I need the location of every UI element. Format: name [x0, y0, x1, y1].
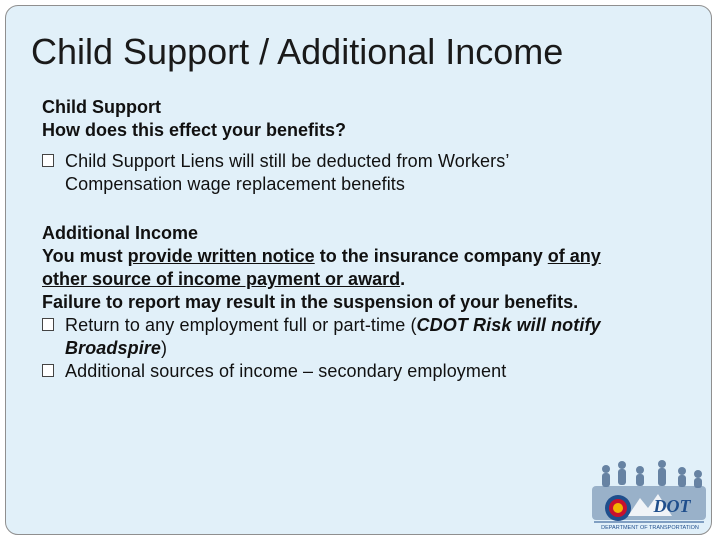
failure-warning: Failure to report may result in the suspension of your benefits.: [42, 292, 579, 312]
child-support-bullet: [42, 150, 702, 196]
notice-underline-2a: of any: [547, 246, 601, 266]
close-paren: ): [161, 338, 168, 358]
broadspire-text: Broadspire: [65, 338, 162, 358]
secondary-income-bullet: [42, 360, 702, 383]
notice-line1: [42, 245, 702, 268]
employment-text: Return to any employment full or part-time (: [65, 315, 417, 335]
notice-text: You must: [42, 246, 128, 266]
meeting-people-icon: [602, 460, 702, 488]
checkbox-bullet-icon: [42, 318, 54, 331]
notice-line2: [42, 268, 702, 291]
additional-income-heading: Additional Income: [42, 223, 199, 243]
slide-title: Child Support / Additional Income: [31, 31, 564, 72]
secondary-income-text: Additional sources of income – secondary employment: [65, 361, 507, 381]
cdot-notify-text: CDOT Risk will notify: [416, 315, 601, 335]
notice-underline-2b: other source of income payment or award: [42, 269, 401, 289]
notice-end: .: [400, 269, 406, 289]
child-support-heading: Child Support: [42, 97, 161, 117]
dot-caption: DEPARTMENT OF TRANSPORTATION: [601, 525, 699, 531]
checkbox-bullet-icon: [42, 364, 54, 377]
notice-underline: provide written notice: [127, 246, 315, 266]
employment-line2: [65, 337, 702, 360]
child-support-question: How does this effect your benefits?: [42, 120, 347, 140]
slide-body: [42, 96, 702, 383]
cdot-logo: [588, 458, 708, 534]
employment-bullet: [42, 314, 702, 360]
bullet-text-line2: Compensation wage replacement benefits: [65, 174, 405, 194]
dot-wordmark: DOT: [653, 496, 691, 516]
employment-line1: [65, 314, 702, 337]
checkbox-bullet-icon: [42, 154, 54, 167]
notice-text-2: to the insurance company: [314, 246, 548, 266]
bullet-text-line1: Child Support Liens will still be deducted from Workers’: [65, 151, 510, 171]
